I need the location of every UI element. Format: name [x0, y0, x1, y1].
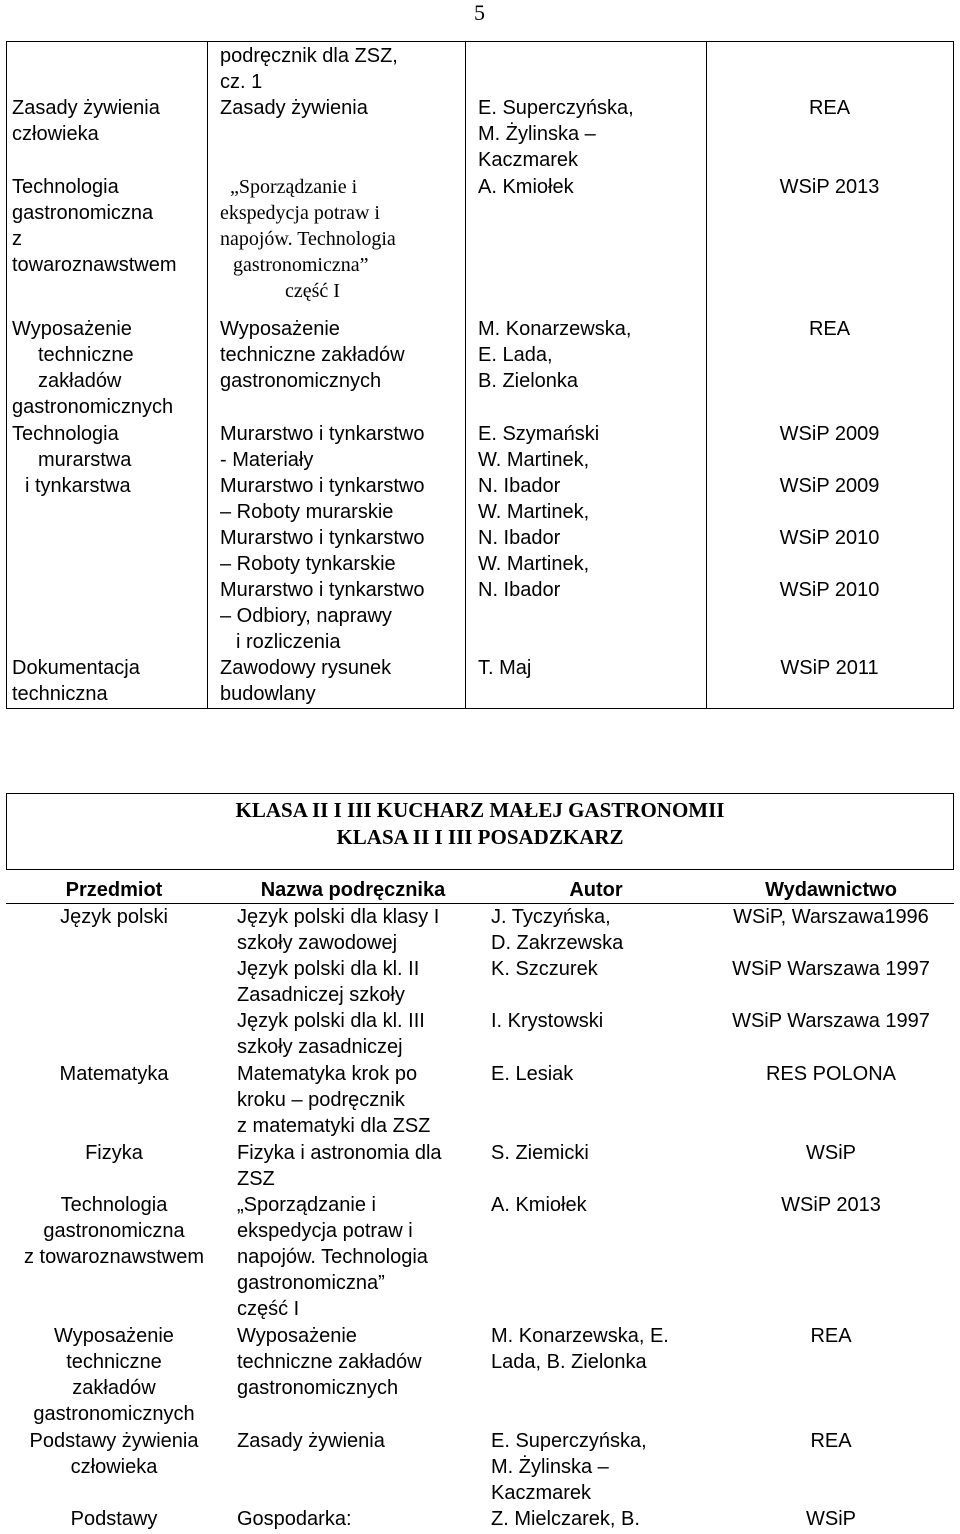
title-line: Język polski dla kl. II: [237, 958, 420, 980]
title-line: Wyposażenie: [220, 318, 340, 340]
subject-line: gastronomicznych: [33, 1403, 195, 1425]
title-line: budowlany: [220, 683, 316, 705]
header-author: Autor: [569, 879, 623, 901]
banner-line-2: KLASA II I III POSADZKARZ: [336, 825, 624, 849]
publisher-line: WSiP Warszawa 1997: [732, 1010, 930, 1032]
title-line: Fizyka i astronomia dla: [237, 1142, 442, 1164]
banner-line-1: KLASA II I III KUCHARZ MAŁEJ GASTRONOMII: [235, 798, 725, 822]
subject-line: techniczne: [66, 1351, 162, 1373]
author-line: M. Żylinska –: [478, 123, 596, 145]
title-line: Murarstwo i tynkarstwo: [220, 475, 425, 497]
title-line: część I: [285, 280, 340, 302]
publisher-line: WSiP 2009: [779, 475, 880, 497]
author-line: N. Ibador: [478, 579, 561, 601]
publisher-line: WSiP 2013: [779, 176, 880, 198]
page-number: 5: [474, 0, 485, 25]
publisher-line: REA: [808, 97, 851, 119]
author-line: W. Martinek,: [478, 501, 590, 523]
author-line: Kaczmarek: [478, 149, 579, 171]
subject-line: Dokumentacja: [12, 657, 140, 679]
title-line: część I: [237, 1298, 300, 1320]
title-line: szkoły zawodowej: [237, 932, 398, 954]
subject-line: człowieka: [12, 123, 99, 145]
title-line: – Roboty murarskie: [220, 501, 394, 523]
subject-line: Technologia: [12, 423, 119, 445]
title-line: gastronomiczna”: [237, 1272, 385, 1294]
title-line: Zasady żywienia: [220, 97, 368, 119]
header-subject: Przedmiot: [65, 879, 163, 901]
title-line: – Odbiory, naprawy: [220, 605, 392, 627]
author-line: N. Ibador: [478, 475, 561, 497]
title-line: Murarstwo i tynkarstwo: [220, 527, 425, 549]
subject-line: gastronomiczna: [43, 1220, 185, 1242]
publisher-line: WSiP 2013: [781, 1194, 881, 1216]
subject-line: Technologia: [12, 176, 119, 198]
title-line: Zawodowy rysunek: [220, 657, 392, 679]
publisher-line: WSiP 2009: [779, 423, 880, 445]
subject-line: zakładów: [38, 370, 122, 392]
title-line: techniczne zakładów: [220, 344, 405, 366]
title-line: napojów. Technologia: [237, 1246, 428, 1268]
publisher-line: WSiP: [806, 1508, 856, 1530]
author-line: W. Martinek,: [478, 449, 590, 471]
title-line: Zasady żywienia: [237, 1430, 385, 1452]
author-line: Lada, B. Zielonka: [491, 1351, 647, 1373]
author-line: A. Kmiołek: [491, 1194, 587, 1216]
author-line: K. Szczurek: [491, 958, 598, 980]
subject-line: Wyposażenie: [12, 318, 132, 340]
subject-line: Fizyka: [85, 1142, 143, 1164]
title-line: „Sporządzanie i: [237, 1194, 376, 1216]
title-line: ZSZ: [237, 1168, 275, 1190]
author-line: I. Krystowski: [491, 1010, 604, 1032]
title-line: gastronomicznych: [220, 370, 382, 392]
publisher-line: REA: [810, 1430, 852, 1452]
title-line: ekspedycja potraw i: [220, 202, 380, 224]
publisher-line: REA: [808, 318, 851, 340]
author-line: E. Lada,: [478, 344, 553, 366]
author-line: E. Superczyńska,: [478, 97, 634, 119]
title-line: „Sporządzanie i: [230, 176, 358, 198]
author-line: E. Superczyńska,: [491, 1430, 647, 1452]
subject-line: Język polski: [60, 906, 168, 928]
title-line: napojów. Technologia: [220, 228, 396, 250]
title-line: techniczne zakładów: [237, 1351, 422, 1373]
publisher-line: WSiP, Warszawa1996: [733, 906, 929, 928]
subject-line: murarstwa: [38, 449, 132, 471]
author-line: N. Ibador: [478, 527, 561, 549]
title-line: ekspedycja potraw i: [237, 1220, 413, 1242]
subject-line: gastronomicznych: [12, 396, 174, 418]
title-line: Język polski dla klasy I: [237, 906, 440, 928]
subject-line: towaroznawstwem: [12, 254, 177, 276]
title-line: Wyposażenie: [237, 1325, 357, 1347]
subject-line: zakładów: [72, 1377, 156, 1399]
title-line: z matematyki dla ZSZ: [237, 1115, 431, 1137]
author-line: M. Konarzewska, E.: [491, 1325, 669, 1347]
publisher-line: WSiP 2010: [779, 579, 880, 601]
subject-line: z: [12, 228, 22, 250]
publisher-line: WSiP Warszawa 1997: [732, 958, 930, 980]
title-line: Murarstwo i tynkarstwo: [220, 423, 425, 445]
subject-line: z towaroznawstwem: [23, 1246, 205, 1268]
title-line: podręcznik dla ZSZ,: [220, 45, 398, 67]
publisher-line: RES POLONA: [765, 1063, 897, 1085]
class-banner: [6, 793, 954, 869]
title-line: Zasadniczej szkoły: [237, 984, 405, 1006]
author-line: E. Lesiak: [491, 1063, 574, 1085]
author-line: A. Kmiołek: [478, 176, 574, 198]
header-publisher: Wydawnictwo: [765, 879, 897, 901]
author-line: D. Zakrzewska: [491, 932, 624, 954]
publisher-line: REA: [810, 1325, 852, 1347]
subject-line: Zasady żywienia: [12, 97, 160, 119]
author-line: S. Ziemicki: [491, 1142, 589, 1164]
title-line: i rozliczenia: [236, 631, 341, 653]
subject-line: Wyposażenie: [54, 1325, 174, 1347]
header-title: Nazwa podręcznika: [260, 879, 446, 901]
title-line: Murarstwo i tynkarstwo: [220, 579, 425, 601]
author-line: E. Szymański: [478, 423, 600, 445]
subject-line: Technologia: [60, 1194, 168, 1216]
author-line: M. Żylinska –: [491, 1456, 609, 1478]
title-line: Język polski dla kl. III: [237, 1010, 425, 1032]
subject-line: techniczna: [12, 683, 108, 705]
subject-line: Podstawy: [70, 1508, 158, 1530]
publisher-line: WSiP 2010: [779, 527, 880, 549]
subject-line: techniczne: [38, 344, 134, 366]
subject-line: człowieka: [70, 1456, 158, 1478]
publisher-line: WSiP: [806, 1142, 856, 1164]
title-line: Matematyka krok po: [237, 1063, 418, 1085]
title-line: szkoły zasadniczej: [237, 1036, 403, 1058]
author-line: B. Zielonka: [478, 370, 579, 392]
title-line: Gospodarka:: [237, 1508, 352, 1530]
author-line: T. Maj: [478, 657, 532, 679]
title-line: kroku – podręcznik: [237, 1089, 405, 1111]
author-line: W. Martinek,: [478, 553, 590, 575]
title-line: cz. 1: [220, 71, 263, 93]
title-line: gastronomicznych: [237, 1377, 399, 1399]
author-line: Kaczmarek: [491, 1482, 592, 1504]
author-line: Z. Mielczarek, B.: [491, 1508, 640, 1530]
title-line: - Materiały: [220, 449, 314, 471]
subject-line: i tynkarstwa: [25, 475, 131, 497]
subject-line: gastronomiczna: [12, 202, 154, 224]
publisher-line: WSiP 2011: [780, 657, 879, 679]
title-line: gastronomiczna”: [233, 254, 369, 276]
author-line: M. Konarzewska,: [478, 318, 632, 340]
author-line: J. Tyczyńska,: [491, 906, 611, 928]
subject-line: Matematyka: [59, 1063, 169, 1085]
subject-line: Podstawy żywienia: [29, 1430, 199, 1452]
title-line: – Roboty tynkarskie: [220, 553, 396, 575]
